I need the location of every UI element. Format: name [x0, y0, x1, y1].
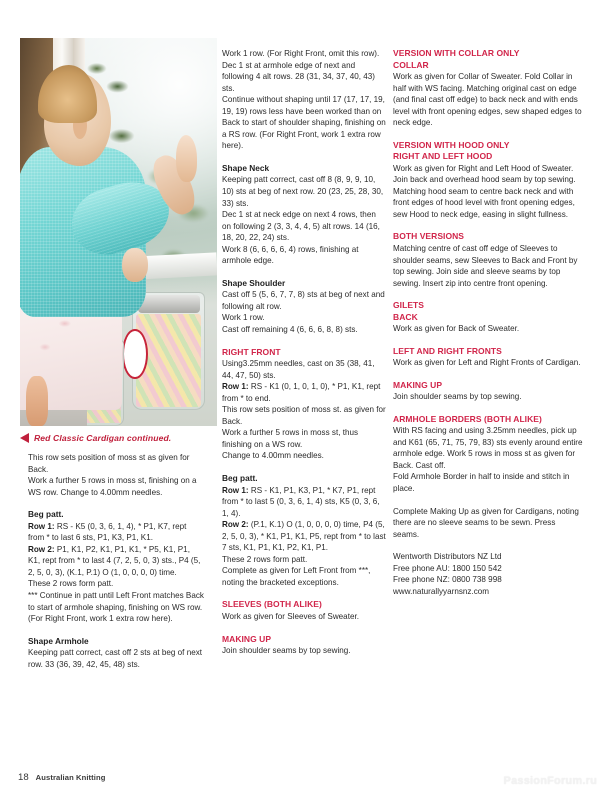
section-heading: BOTH VERSIONS: [393, 231, 465, 242]
section-heading: VERSION WITH COLLAR ONLY: [393, 48, 520, 58]
body-paragraph: Wentworth Distributors NZ Ltd Free phone AU: 1800 150 542 Free phone NZ: 0800 738 998 www.naturallyyarnsnz.com: [393, 552, 502, 596]
body-paragraph: Keeping patt correct, cast off 2 sts at beg of next row. 33 (36, 39, 42, 45, 48) sts.: [28, 648, 203, 669]
folio-page-number: 18: [18, 772, 29, 783]
paragraph-spacer: [222, 588, 386, 599]
sub-heading: Shape Armhole: [28, 635, 89, 646]
section-heading: VERSION WITH HOOD ONLY: [393, 139, 510, 150]
body-paragraph: This row sets position of moss st as given for Back. Work a further 5 rows in moss st, finishing on a WS row. Change to 4.00mm needles.: [28, 453, 197, 497]
sub-heading: Beg patt.: [222, 473, 258, 483]
article-photo: [20, 38, 217, 426]
paragraph-spacer: [393, 403, 583, 414]
child-hand: [176, 135, 198, 182]
text-column-1: [28, 452, 204, 670]
folio-publication-title: Australian Knitting: [35, 773, 106, 782]
body-paragraph: Matching centre of cast off edge of Sleeves to shoulder seams, sew Sleeves to Back and Front by top sewing. Join side and sleeve seams by top sewing. Insert zip into centre front opening.: [393, 243, 578, 288]
body-paragraph: Keeping patt correct, cast off 8 (8, 9, 9, 10, 10) sts at beg of next row. 20 (23, 25, 28, 30, 33) sts. Dec 1 st at neck edge on next 4 rows, then on following 2 (3, 3, 4, 4, 5) alt rows. 14 (16, 18, 20, 22, 24) sts. Work 8 (6, 6, 6, 6, 4) rows, finishing at armhole edge.: [222, 175, 384, 266]
body-paragraph: Work as given for Right and Left Hood of Sweater. Join back and overhead hood seam by top sewing. Matching hood seam to centre back neck and with front edges of hood level with front opening edges, sew Hood to neck edge, easing in slight fullness.: [393, 163, 576, 219]
body-paragraph: Complete Making Up as given for Cardigans, noting there are no sleeve seams to be sewn. Press seams.: [393, 506, 579, 539]
body-paragraph: Row 1: RS - K1 (0, 1, 0, 1, 0), * P1, K1, rept from * to end.: [222, 382, 381, 403]
paragraph-spacer: [393, 540, 583, 551]
body-paragraph: Row 1: RS - K1, P1, K3, P1, * K7, P1, rept from * to last 5 (0, 3, 6, 1, 4) sts, K5 (0, 3, 6, 1, 4).: [222, 485, 380, 518]
child-hand-lower: [122, 248, 148, 283]
body-paragraph: Work 1 row. (For Right Front, omit this row). Dec 1 st at armhole edge of next and following 4 alt rows. 28 (31, 34, 37, 40, 43) sts. Continue without shaping until 17 (17, 17, 19, 19, 19) rows less have been worked than on Back to start of shoulder shaping, finishing on a RS row. (For Right Front, work 1 extra row here).: [222, 49, 386, 151]
section-heading: GILETS: [393, 300, 424, 311]
sub-heading: Shape Neck: [222, 162, 270, 173]
row-label: Row 2:: [28, 544, 57, 554]
body-paragraph: Work as given for Left and Right Fronts of Cardigan.: [393, 358, 581, 368]
section-heading: SLEEVES (BOTH ALIKE): [222, 599, 322, 610]
caption-text: Red Classic Cardigan continued.: [34, 433, 172, 443]
paragraph-spacer: [393, 220, 583, 231]
body-paragraph: Cast off 5 (5, 6, 7, 7, 8) sts at beg of next and following alt row. Work 1 row. Cast off remaining 4 (6, 6, 6, 8, 8) sts.: [222, 290, 385, 335]
section-heading: MAKING UP: [393, 379, 443, 390]
paragraph-spacer: [28, 498, 204, 509]
body-paragraph: Work as given for Collar of Sweater. Fold Collar in half with WS facing. Matching original cast on edge (and final cast off edge) to back neck and with ends level with front opening edges, sew shaped edges to neck edge.: [393, 72, 582, 128]
left-triangle-icon: [20, 433, 29, 443]
row-label: Row 1:: [28, 521, 57, 531]
photo-caption: [20, 433, 220, 443]
jar-lid: [138, 295, 200, 312]
paragraph-spacer: [393, 495, 583, 506]
watermark: PassionForum.ru: [503, 775, 597, 787]
paragraph-spacer: [28, 625, 204, 636]
section-heading: ARMHOLE BORDERS (BOTH ALIKE): [393, 413, 542, 424]
row-label: Row 1:: [222, 485, 251, 495]
body-paragraph: Work as given for Sleeves of Sweater.: [222, 611, 359, 621]
paragraph-spacer: [393, 369, 583, 380]
body-paragraph: Join shoulder seams by top sewing.: [222, 646, 351, 656]
row-label: Row 2:: [222, 520, 251, 530]
photo-illustration: [20, 38, 217, 426]
body-paragraph: Join shoulder seams by top sewing.: [393, 392, 522, 402]
section-heading: COLLAR: [393, 59, 429, 70]
text-column-3: [393, 48, 583, 597]
body-paragraph: These 2 rows form patt. *** Continue in patt until Left Front matches Back to start of armhole shaping, finishing on WS row. (For Right Front, work 1 extra row here).: [28, 579, 204, 624]
section-heading: LEFT AND RIGHT FRONTS: [393, 345, 502, 356]
sub-heading: Shape Shoulder: [222, 277, 286, 288]
body-paragraph: Work as given for Back of Sweater.: [393, 324, 520, 334]
body-paragraph: With RS facing and using 3.25mm needles, pick up and K61 (65, 71, 75, 79, 83) sts evenly around entire armhole edge. Work 5 rows in moss st as given for Back. Cast off. Fold Armhole Border in half to inside and stitch in place.: [393, 426, 583, 494]
paragraph-spacer: [222, 336, 386, 347]
section-heading: MAKING UP: [222, 633, 272, 644]
paragraph-spacer: [222, 267, 386, 278]
body-paragraph: Using3.25mm needles, cast on 35 (38, 41, 44, 47, 50) sts.: [222, 359, 375, 380]
body-paragraph: This row sets position of moss st. as given for Back. Work a further 5 rows in moss st, thus finishing on a WS row. Change to 4.00mm needles.: [222, 405, 386, 461]
sub-heading: Beg patt.: [28, 509, 64, 520]
paragraph-spacer: [222, 152, 386, 163]
paragraph-spacer: [222, 623, 386, 634]
body-paragraph: Row 2: (P.1, K.1) O (1, 0, 0, 0, 0) time, P4 (5, 2, 5, 0, 3), * K1, P1, K1, P5, rept from * to last 7 sts, K1, P1, K1, P2, K1, P1.: [222, 520, 386, 553]
section-heading: RIGHT FRONT: [222, 346, 281, 357]
section-heading: BACK: [393, 311, 418, 322]
child-leg: [26, 376, 48, 426]
paragraph-spacer: [222, 462, 386, 473]
body-paragraph: These 2 rows form patt. Complete as given for Left Front from ***, noting the bracketed exceptions.: [222, 554, 371, 587]
page-folio: [18, 772, 106, 783]
body-paragraph: Row 1: RS - K5 (0, 3, 6, 1, 4), * P1, K7, rept from * to last 6 sts, P1, K3, P1, K1.: [28, 521, 187, 543]
row-label: Row 1:: [222, 382, 251, 392]
paragraph-spacer: [393, 129, 583, 140]
body-paragraph: Row 2: P1, K1, P2, K1, P1, K1, * P5, K1, P1, K1, rept from * to last 4 (7, 2, 5, 0, 3) sts., P4 (5, 2, 5, 0, 3), (K.1, P.1) O (1, 0, 0, 0, 0) time.: [28, 544, 201, 577]
paragraph-spacer: [393, 335, 583, 346]
text-column-2: [222, 48, 386, 657]
section-heading: RIGHT AND LEFT HOOD: [393, 151, 493, 162]
paragraph-spacer: [393, 289, 583, 300]
